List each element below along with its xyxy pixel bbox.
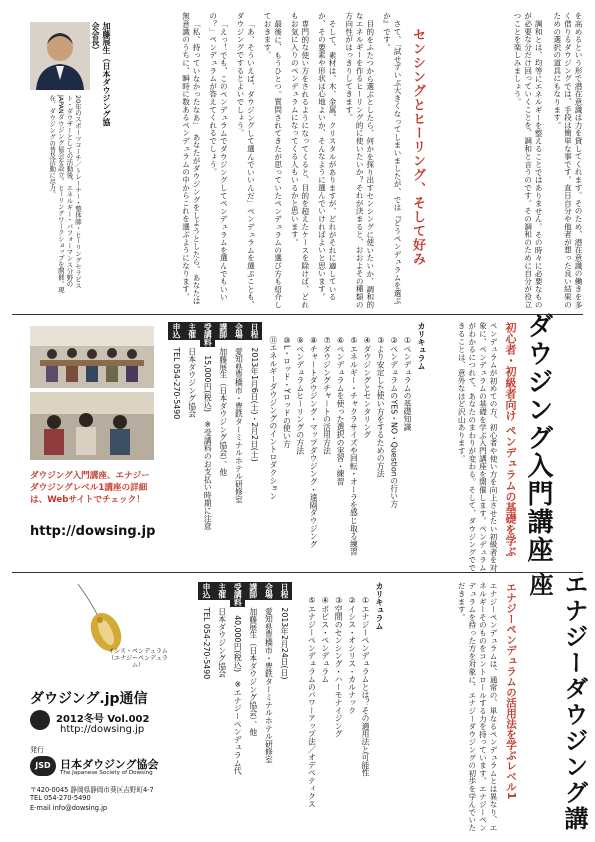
org-email[interactable]: E-mail info@dowsing.jp: [30, 804, 108, 812]
info-value: TEL 054-270-5490: [172, 347, 182, 420]
info-label: 申込: [168, 322, 184, 340]
body-paragraph: 「私、持っていなかったなあ」 あなたがダウジングをしようとしたら、あなたは無意識のうちに、瞬時に数あるペンデュラムの中からこれを選ぶようになります。: [181, 12, 202, 305]
info-row: [246, 322, 262, 572]
course1-info: [166, 322, 262, 572]
info-value: 15,000円(税込) ※受講料のお支払い時期に注意: [203, 355, 213, 531]
info-label: 主催: [184, 322, 200, 340]
info-row: [230, 582, 246, 832]
section-heading: センシングとヒーリング、そして好み: [410, 28, 425, 266]
intro-paragraph: 調和とは、均等にエネルギーを整えることではありません。その時々に必要なものが必要な分だけ回っていくことを、調和と言うのです。その調和のために自分が役立つことを楽しみましょう。: [513, 12, 544, 309]
curriculum-item: ⑤エネルギー・チャクラサイズや回転・オーラを感じ取る練習: [349, 336, 359, 556]
info-value: 加藤展生（日本ダウジング協会）、他: [248, 607, 258, 737]
info-row: [276, 582, 292, 832]
course2-info: [172, 582, 292, 832]
info-row: [231, 322, 247, 572]
curriculum-item: ③空間のセンシング・ハーモナイジング: [334, 596, 344, 738]
body-paragraph: 目的をふたつから選ぶとしたら、何かを探り出すセンシングに使いたいか、調和的なエネルギーを作るヒーリング的に使いたいか？それが決まると、おおよその種類の方向性がはっきりしてきます。: [344, 12, 375, 309]
curriculum-item: ⑤エナジーペンデュラムのパワーアップ法／オデペティクス: [307, 596, 317, 808]
info-label: 日程: [276, 582, 292, 600]
info-label: 主催: [214, 582, 230, 600]
curriculum-item: ①エナジーペンデュラムとは？その適用法と可能性: [361, 596, 370, 777]
publisher-label: 発行: [30, 746, 44, 754]
org-name: 日本ダウジング協会: [60, 758, 159, 771]
info-label: 申込: [198, 582, 214, 600]
info-value: TEL 054-270-5490: [202, 607, 212, 680]
info-label: 会場: [261, 582, 277, 600]
intro-paragraph: を高めるという形で潜在意識は力を貸してくれます。そのため、潜在意識の働きを多く借りるダウジングでは、手段は簡単な事です。直日自分や他者が想った良い結果のための選択の道具にもなります。: [552, 12, 583, 309]
info-value: 日本ダウジング協会: [217, 607, 227, 678]
info-row: [168, 322, 184, 572]
curriculum-item: ④ダウジングとセンタリング: [362, 336, 372, 439]
org-name-en: The Japanese Society of Dowsing: [60, 770, 153, 776]
course1-title: ダウジング入門講座: [523, 312, 553, 564]
org-address: 〒420-0045 静岡県静岡市葵区吉野町4-7: [30, 786, 154, 794]
info-label: 受講料: [230, 582, 246, 607]
info-row: [184, 322, 200, 572]
issue-number: 2012冬号 Vol.002: [56, 714, 150, 725]
intro-column: [408, 12, 583, 312]
body-paragraph: そして、素材は、木、金属、クリスタルがありますが、どれがそれに適しているか、その要素や形状は心地よいか、そんなように選んでいければよいと思います。: [317, 12, 338, 301]
body-paragraph: さて、「試せずいぶ大きくなってしまいましたが、では『どうペンデュラムを選ぶか』です。: [382, 12, 402, 305]
course2-curriculum: [300, 596, 372, 832]
author-name: 加藤展生（日本ダウジング協会会長）: [91, 22, 111, 126]
info-row: [198, 582, 214, 832]
section-divider: [12, 314, 583, 315]
course2-title: エナジーダウジング講座: [525, 572, 588, 832]
promo-text: ダウジング入門講座、エナジーダウジングレベル1講座の詳細は、Webサイトでチェック！: [30, 471, 150, 505]
info-value: 日本ダウジング協会: [187, 347, 197, 418]
course2-description: エナジーペンデュラムは、通常の、単なるペンデュラムとは異なり、エネルギーそのものをコントロールする力を持っています。エナジーペンデュラムを持った方を対象に、エナジーダウジングの初歩を学んでいただきます。: [457, 582, 498, 832]
participants-icon: [30, 392, 154, 460]
info-row: [200, 322, 216, 572]
curriculum-item: ④ボビス・ペンデュラム: [320, 596, 330, 683]
issue-url[interactable]: http://dowsing.jp: [60, 724, 145, 735]
course1-description: ペンデュラムが初めての方、初心者や使い方を向上させたい初級者を対象に、ペンデュラムの基礎を学ぶ入門講座を開催します。ペンデュラムがわかるにつれて、あなたのまわりが変わる。そして、ダウジングでできることは、意外なほど沢山あります。: [457, 322, 498, 572]
info-value: 40,000円(税込) ※エナジーペンデュラム代: [233, 615, 243, 775]
section-divider: [12, 572, 583, 573]
info-row: [215, 322, 231, 572]
curriculum-item: ⑨ペンデュラムヒーリングの方法: [295, 336, 305, 455]
info-label: 講師: [215, 322, 231, 340]
curriculum-item: ⑪エネルギーダウジングのイントロダクション: [268, 336, 278, 500]
pendulum-caption: イシス・ペンデュラム（エナジーペンデュラム）: [108, 648, 168, 669]
workshop-photo: [30, 392, 154, 460]
newsletter-title: ダウジング.jp通信: [30, 691, 148, 707]
jsd-logo-icon: JSD: [30, 756, 56, 776]
course2-subtitle: エナジーペンデュラムの活用法を学ぶレベル1: [505, 582, 517, 800]
author-photo: [30, 22, 90, 90]
curriculum-item: ⑧チャートダウジング・マップダウジング・遠隔ダウジング: [309, 336, 319, 548]
info-label: 受講料: [200, 322, 216, 347]
info-value: 2013年1月6日(土)・2月2日(土): [250, 347, 259, 462]
body-paragraph: 「えっ！でも、このペンデュラムでダウジングしてペンデュラムを選んでもいいの？」ペンデュラムが答えてくれるでしょう。: [208, 12, 229, 301]
body-paragraph: 専門的な使い方をされるようになってくると、目的を超えたケースを除けば、どれもお気に入りのペンデュラムになってくる人もいるかと思います。: [290, 12, 310, 309]
main-column: [156, 12, 402, 312]
curriculum-item: ②ペンデュラムのYES・NO・Questionの行い方: [389, 336, 399, 508]
info-label: 講師: [245, 582, 261, 600]
info-row: [245, 582, 261, 832]
body-paragraph: 最後に、もうひとつ。質問されてきたが思っていたペンデュラムの選び方も紹介しておきます。: [263, 12, 283, 309]
course1-subtitle: 初心者・初級者向け ペンデュラムの基礎を学ぶ: [504, 322, 517, 557]
info-value: 2013年2月24日(日): [280, 607, 289, 680]
author-bio: 20年のスポーツコーチ／トレーナー・整体師・ヒーリングセラピスト・ダウザーとしての活動後、エネルギー・パフォーマンス分野のJAPANダウジング協会を設立。ヒーリングワークショップを開催。現在、ダウジングの普及活動に尽力。: [48, 95, 82, 293]
globe-icon: [30, 710, 50, 730]
course1-curriculum: [266, 336, 414, 572]
curriculum-item: ⑥ペンデュラムを使った選択の実習・練習: [335, 336, 345, 486]
curriculum-item: ①ペンデュラムの基礎知識: [403, 336, 412, 431]
info-row: [261, 582, 277, 832]
seminar-room-icon: [30, 326, 154, 388]
curriculum-item: ⑦ダウジングチャートの活用方法: [322, 336, 332, 455]
curriculum-label: カリキュラム: [375, 582, 384, 630]
info-value: 愛知県豊橋市・豊鉄ターミナルホテル研修室: [264, 607, 274, 764]
info-label: 日程: [246, 322, 262, 340]
curriculum-item: ③より安定した使い方をするための方法: [376, 336, 386, 478]
info-row: [214, 582, 230, 832]
info-value: 加藤展生（日本ダウジング協会）、他: [218, 347, 228, 477]
org-tel: TEL 054-270-5490: [30, 794, 91, 802]
curriculum-item: ②イシス・オシリス・カルナック: [347, 596, 357, 715]
curriculum-item: ⑩L・ロッド・Yロッドの使い方: [282, 336, 292, 448]
website-link[interactable]: http://dowsing.jp: [30, 524, 156, 539]
info-value: 愛知県豊橋市・豊鉄ターミナルホテル研修室: [234, 347, 244, 504]
workshop-photo: [30, 326, 154, 388]
author-portrait-icon: [30, 22, 90, 90]
info-label: 会場: [231, 322, 247, 340]
body-paragraph: 「あ、そういえば、ダウジングして選んでいいんだ」ペンデュラムを選ぶことも、ダウジングでするとよいでしょう。: [235, 12, 256, 309]
curriculum-label: カリキュラム: [417, 322, 426, 370]
